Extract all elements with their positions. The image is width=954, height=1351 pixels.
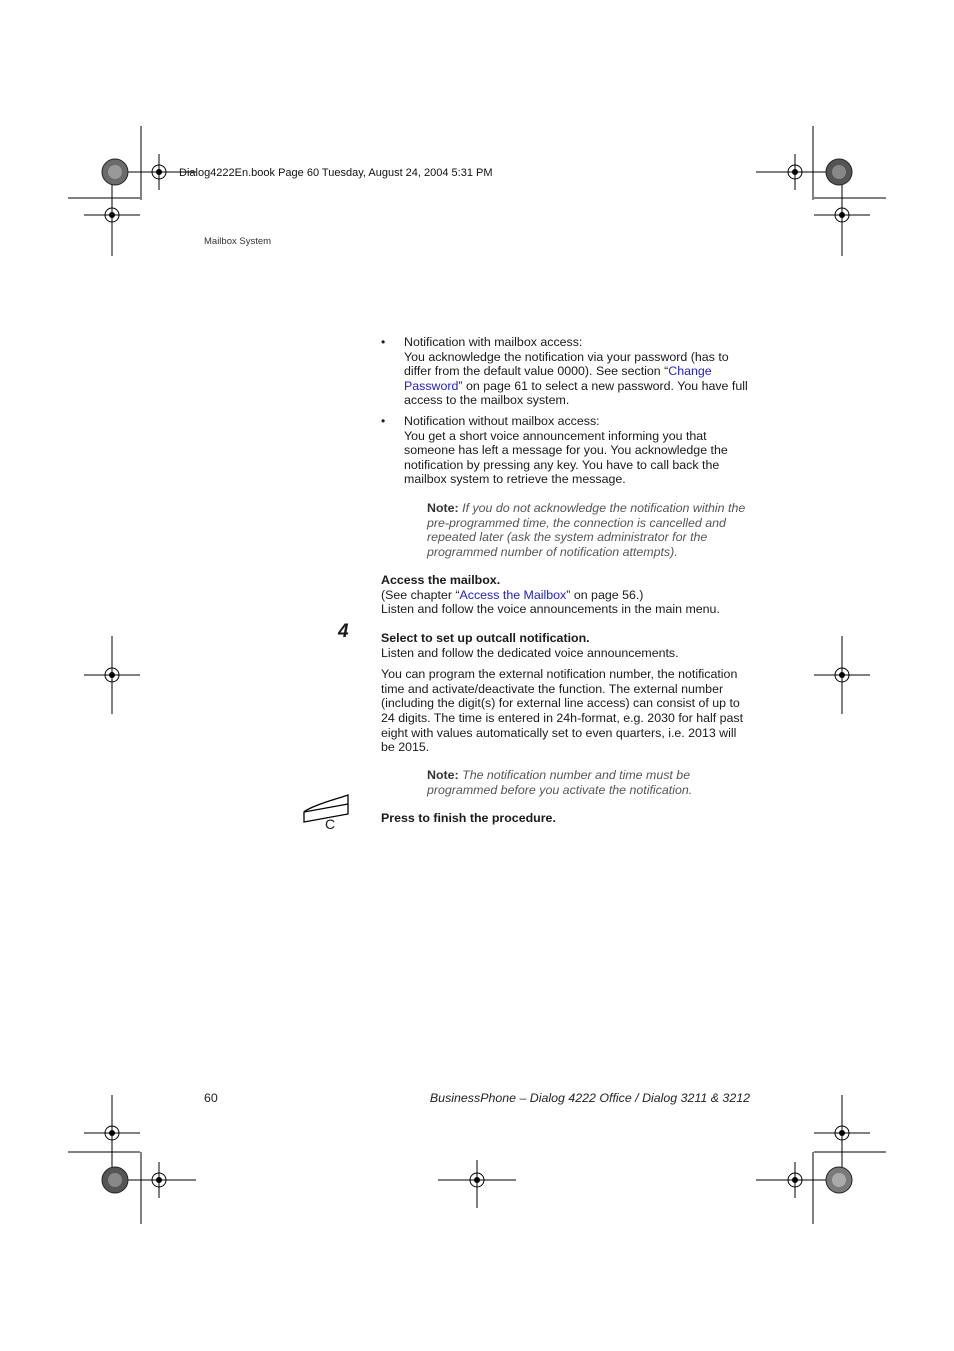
access-text: Listen and follow the voice announcements in the main menu. [381, 602, 720, 617]
finish-instruction: Press to finish the procedure. [381, 811, 556, 825]
bullet-marker: • [381, 414, 386, 428]
note [427, 768, 757, 797]
note [427, 501, 757, 559]
change-password-link[interactable]: Change Password [404, 364, 712, 393]
note-text: The notification number and time must be programmed before you activate the notification. [427, 768, 693, 797]
step-number: 4 [338, 621, 349, 642]
bullet-item [404, 335, 754, 408]
step-text: Listen and follow the dedicated voice announcements. [381, 645, 679, 660]
note-text: If you do not acknowledge the notification within the pre-programmed time, the connection is cancelled and repeated later (ask the system administrator for the programmed number of notification attempts). [427, 501, 746, 559]
note-label: Note: [427, 501, 459, 515]
running-head: Mailbox System [204, 236, 272, 247]
bullet-title: Notification without mailbox access: [404, 414, 600, 428]
access-mailbox-link[interactable]: Access the Mailbox [459, 587, 567, 602]
bullet-marker: • [381, 335, 386, 349]
page-number: 60 [204, 1091, 218, 1105]
print-slug: Dialog4222En.book Page 60 Tuesday, August 24, 2004 5:31 PM [179, 167, 493, 179]
clear-key-label: C [325, 816, 336, 832]
footer-title: BusinessPhone – Dialog 4222 Office / Dialog 3211 & 3212 [429, 1091, 750, 1105]
bullet-text: You get a short voice announcement informing you that someone has left a message for you. You acknowledge the notification by pressing any key. You have to call back the mailbox system to retrieve the message. [404, 428, 728, 487]
bullet-title: Notification with mailbox access: [404, 335, 583, 349]
access-heading: Access the mailbox. [381, 573, 501, 587]
bullet-text: You acknowledge the notification via your password (has to differ from the default value 0000). See section “Change Password” on page 61 to select a new password. You have full access to the mailbox system. [404, 349, 748, 408]
step-heading: Select to set up outcall notification. [381, 631, 590, 645]
clear-key-icon [300, 792, 356, 834]
step-section [381, 631, 753, 755]
access-reference: (See chapter “Access the Mailbox” on page 56.) [381, 587, 644, 602]
note-label: Note: [427, 768, 459, 782]
access-section [381, 573, 753, 617]
bullet-item [404, 414, 754, 487]
step-paragraph: You can program the external notification number, the notification time and activate/deactivate the function. The external number (including the digit(s) for external line access) can consist of up to 24 digits. The time is entered in 24h-format, e.g. 2030 for half past eight with values automatically set to even quarters, i.e. 2013 will be 2015. [381, 667, 744, 755]
